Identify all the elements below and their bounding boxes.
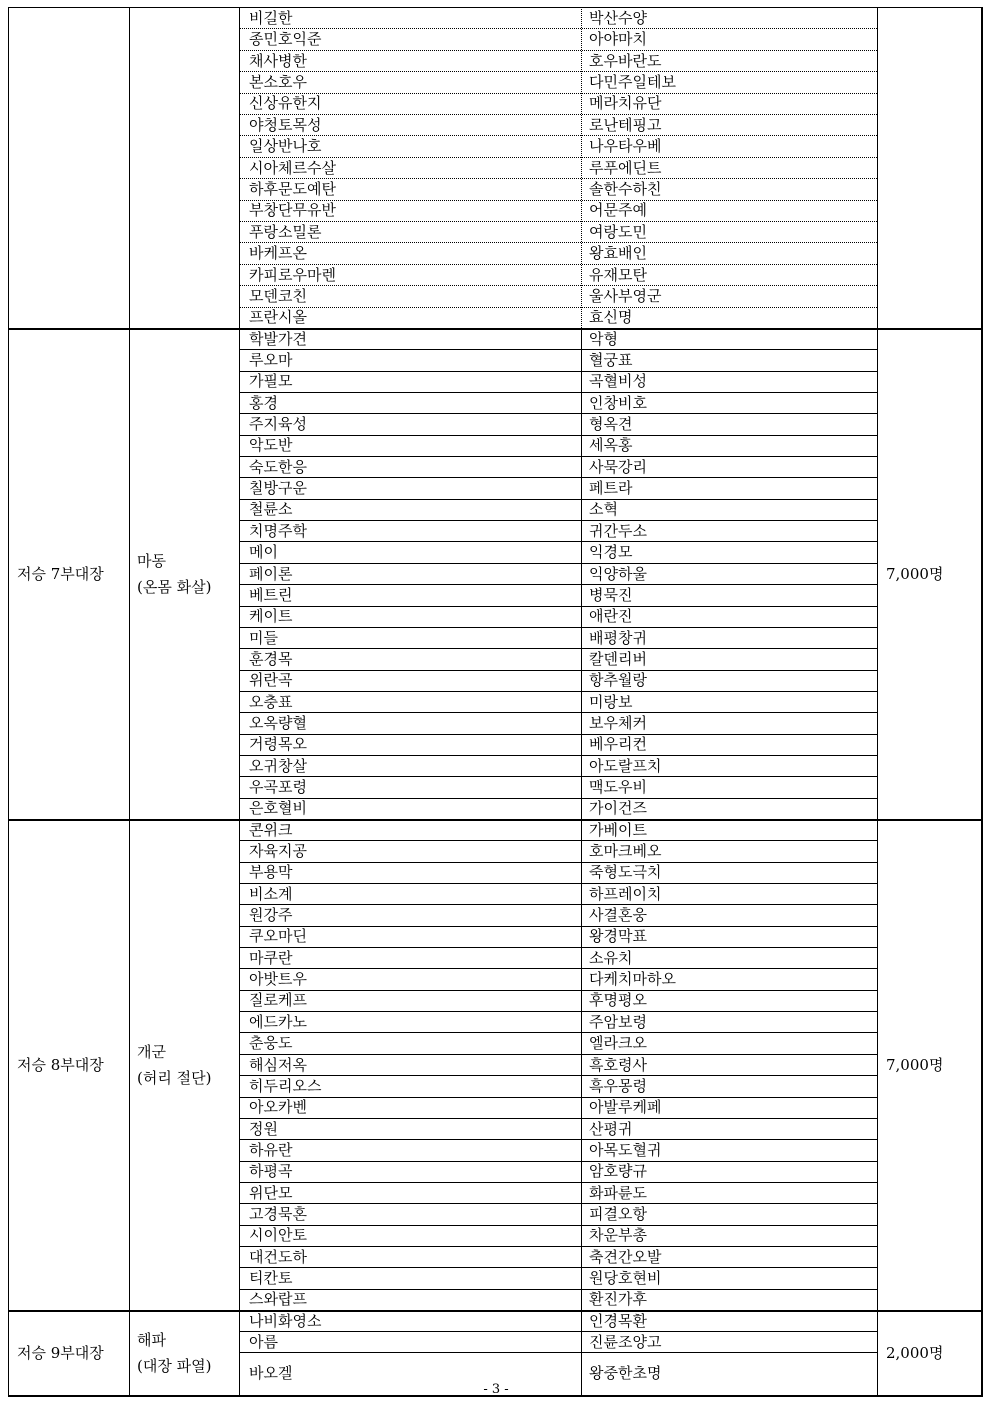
member-name-left: 하후문도예탄 bbox=[249, 179, 336, 198]
table-rule bbox=[239, 862, 877, 863]
member-name-right: 다민주일테보 bbox=[589, 72, 676, 91]
member-name-left: 베트린 bbox=[249, 585, 293, 604]
member-name-left: 철륜소 bbox=[249, 500, 293, 519]
table-rule bbox=[239, 627, 877, 628]
commander-name: 마동 bbox=[137, 551, 166, 570]
member-name-right: 아야마치 bbox=[589, 30, 647, 49]
member-name-right: 악형 bbox=[589, 329, 618, 348]
table-rule bbox=[239, 541, 877, 542]
member-name-right: 울사부영군 bbox=[589, 286, 662, 305]
table-rule bbox=[8, 7, 9, 1395]
member-name-right: 미랑보 bbox=[589, 692, 633, 711]
member-name-right: 왕효배인 bbox=[589, 244, 647, 263]
troop-count: 2,000명 bbox=[886, 1343, 944, 1362]
member-name-left: 춘웅도 bbox=[249, 1034, 293, 1053]
page-number: - 3 - bbox=[483, 1382, 509, 1397]
member-name-left: 가필모 bbox=[249, 372, 293, 391]
member-name-right: 왕중한초명 bbox=[589, 1364, 662, 1382]
member-name-right: 차운부총 bbox=[589, 1226, 647, 1245]
table-rule bbox=[239, 968, 877, 969]
table-rule bbox=[239, 926, 877, 927]
member-name-right: 배평창귀 bbox=[589, 628, 647, 647]
member-name-right: 곡혈비성 bbox=[589, 372, 647, 391]
table-rule bbox=[239, 670, 877, 671]
commander-note: (온몸 화살) bbox=[137, 577, 212, 596]
member-name-left: 숙도한응 bbox=[249, 457, 307, 476]
table-rule bbox=[239, 135, 877, 136]
member-name-right: 환진가후 bbox=[589, 1290, 647, 1309]
member-name-right: 메라치유단 bbox=[589, 94, 662, 113]
member-name-left: 위란곡 bbox=[249, 671, 293, 690]
member-name-right: 애란진 bbox=[589, 607, 633, 626]
table-rule bbox=[239, 1097, 877, 1098]
table-rule bbox=[239, 1161, 877, 1162]
table-rule bbox=[239, 456, 877, 457]
member-name-right: 맥도우비 bbox=[589, 777, 647, 796]
table-rule bbox=[981, 7, 983, 1395]
member-name-right: 죽형도극치 bbox=[589, 863, 662, 882]
commander-name: 해파 bbox=[137, 1330, 166, 1349]
table-rule bbox=[8, 328, 983, 330]
member-name-right: 형옥견 bbox=[589, 415, 633, 434]
table-rule bbox=[239, 755, 877, 756]
member-name-right: 칼덴리버 bbox=[589, 649, 647, 668]
table-rule bbox=[239, 1352, 877, 1353]
table-rule bbox=[239, 93, 877, 94]
member-name-right: 축견간오발 bbox=[589, 1247, 662, 1266]
table-rule bbox=[239, 1054, 877, 1055]
table-rule bbox=[239, 883, 877, 884]
member-name-left: 시이안토 bbox=[249, 1226, 307, 1245]
table-rule bbox=[8, 1310, 983, 1312]
member-name-right: 병묵진 bbox=[589, 585, 633, 604]
member-name-left: 하평곡 bbox=[249, 1162, 293, 1181]
member-name-left: 원강주 bbox=[249, 906, 293, 925]
member-name-right: 산평귀 bbox=[589, 1119, 633, 1138]
member-name-left: 미들 bbox=[249, 628, 278, 647]
table-rule bbox=[239, 28, 877, 29]
member-name-left: 우곡포령 bbox=[249, 777, 307, 796]
table-rule bbox=[239, 776, 877, 777]
table-rule bbox=[239, 413, 877, 414]
member-name-right: 왕경막표 bbox=[589, 927, 647, 946]
commander-note: (허리 절단) bbox=[137, 1068, 212, 1087]
table-rule bbox=[239, 349, 877, 350]
member-name-right: 인창비호 bbox=[589, 393, 647, 412]
member-name-left: 종민호익준 bbox=[249, 30, 322, 49]
table-rule bbox=[239, 499, 877, 500]
member-name-left: 아오카벤 bbox=[249, 1098, 307, 1117]
member-name-left: 대건도하 bbox=[249, 1247, 307, 1266]
table-rule bbox=[239, 285, 877, 286]
member-name-left: 비소계 bbox=[249, 884, 293, 903]
table-rule bbox=[239, 50, 877, 51]
table-rule bbox=[8, 819, 983, 821]
table-rule bbox=[239, 904, 877, 905]
member-name-right: 엘라크오 bbox=[589, 1034, 647, 1053]
table-rule bbox=[581, 7, 582, 328]
commander-note: (대장 파열) bbox=[137, 1356, 212, 1375]
member-name-left: 부창단무유반 bbox=[249, 201, 336, 220]
table-rule bbox=[8, 7, 981, 8]
table-rule bbox=[239, 7, 240, 1395]
member-name-right: 원당호현비 bbox=[589, 1268, 662, 1287]
member-name-left: 자육지공 bbox=[249, 842, 307, 861]
member-name-left: 질로케프 bbox=[249, 991, 307, 1010]
member-name-left: 주지육성 bbox=[249, 415, 307, 434]
member-name-right: 사결혼웅 bbox=[589, 906, 647, 925]
member-name-right: 호마크베오 bbox=[589, 842, 662, 861]
member-name-right: 나우타우베 bbox=[589, 137, 662, 156]
member-name-right: 익경모 bbox=[589, 543, 633, 562]
member-name-left: 바케프온 bbox=[249, 244, 307, 263]
member-name-left: 쿠오마딘 bbox=[249, 927, 307, 946]
member-name-left: 칠방구운 bbox=[249, 479, 307, 498]
member-name-right: 세옥홍 bbox=[589, 436, 633, 455]
table-rule bbox=[239, 1011, 877, 1012]
member-name-right: 암호량규 bbox=[589, 1162, 647, 1181]
member-name-left: 모덴코친 bbox=[249, 286, 307, 305]
member-name-left: 아름 bbox=[249, 1332, 278, 1351]
member-name-left: 하유란 bbox=[249, 1140, 293, 1159]
member-name-left: 시아체르수살 bbox=[249, 158, 336, 177]
member-name-right: 가이건즈 bbox=[589, 799, 647, 818]
member-name-left: 학발가견 bbox=[249, 329, 307, 348]
table-rule bbox=[239, 307, 877, 308]
commander-name: 개군 bbox=[137, 1042, 166, 1061]
table-rule bbox=[239, 1032, 877, 1033]
member-name-right: 인경목환 bbox=[589, 1311, 647, 1330]
member-name-right: 하프레이치 bbox=[589, 884, 662, 903]
member-name-left: 메이 bbox=[249, 543, 278, 562]
member-name-right: 아발루케페 bbox=[589, 1098, 662, 1117]
table-rule bbox=[239, 114, 877, 115]
table-rule bbox=[129, 7, 130, 1395]
table-rule bbox=[239, 990, 877, 991]
member-name-right: 아도랄프치 bbox=[589, 756, 662, 775]
table-rule bbox=[239, 221, 877, 222]
member-name-right: 로난테핑고 bbox=[589, 115, 662, 134]
member-name-left: 해심저옥 bbox=[249, 1055, 307, 1074]
unit-label: 저승 8부대장 bbox=[17, 1055, 104, 1074]
member-name-left: 치명주학 bbox=[249, 521, 307, 540]
table-rule bbox=[239, 1075, 877, 1076]
member-name-right: 귀간두소 bbox=[589, 521, 647, 540]
table-rule bbox=[239, 1203, 877, 1204]
table-rule bbox=[239, 1139, 877, 1140]
member-name-right: 어문주예 bbox=[589, 201, 647, 220]
member-name-right: 사묵강리 bbox=[589, 457, 647, 476]
member-name-right: 베우리컨 bbox=[589, 735, 647, 754]
table-rule bbox=[239, 606, 877, 607]
table-rule bbox=[239, 477, 877, 478]
member-name-left: 야청토목성 bbox=[249, 115, 322, 134]
table-rule bbox=[239, 584, 877, 585]
table-rule bbox=[239, 1118, 877, 1119]
member-name-left: 거령목오 bbox=[249, 735, 307, 754]
table-rule bbox=[239, 840, 877, 841]
table-rule bbox=[239, 648, 877, 649]
member-name-right: 솔한수하친 bbox=[589, 179, 662, 198]
table-rule bbox=[239, 1182, 877, 1183]
table-rule bbox=[239, 1225, 877, 1226]
table-rule bbox=[239, 71, 877, 72]
member-name-left: 콘위크 bbox=[249, 820, 293, 839]
unit-label: 저승 9부대장 bbox=[17, 1343, 104, 1362]
member-name-left: 페이론 bbox=[249, 564, 293, 583]
member-name-right: 여랑도민 bbox=[589, 222, 647, 241]
member-name-left: 아밧트우 bbox=[249, 970, 307, 989]
table-rule bbox=[239, 712, 877, 713]
member-name-right: 익양하울 bbox=[589, 564, 647, 583]
table-rule bbox=[239, 392, 877, 393]
member-name-right: 흑우몽령 bbox=[589, 1076, 647, 1095]
table-rule bbox=[239, 1331, 877, 1332]
member-name-left: 오옥량혈 bbox=[249, 713, 307, 732]
member-name-left: 고경묵혼 bbox=[249, 1204, 307, 1223]
member-name-right: 보우체커 bbox=[589, 713, 647, 732]
member-name-left: 티칸토 bbox=[249, 1268, 293, 1287]
table-rule bbox=[239, 947, 877, 948]
member-name-left: 오충표 bbox=[249, 692, 293, 711]
member-name-right: 효신명 bbox=[589, 308, 633, 327]
member-name-left: 에드카노 bbox=[249, 1012, 307, 1031]
member-name-left: 위단모 bbox=[249, 1183, 293, 1202]
member-name-left: 히두리오스 bbox=[249, 1076, 322, 1095]
table-rule bbox=[239, 563, 877, 564]
member-name-left: 케이트 bbox=[249, 607, 293, 626]
member-name-left: 일상반나호 bbox=[249, 137, 322, 156]
table-rule bbox=[877, 7, 878, 1395]
unit-label: 저승 7부대장 bbox=[17, 564, 104, 583]
member-name-right: 주암보령 bbox=[589, 1012, 647, 1031]
table-rule bbox=[239, 520, 877, 521]
member-name-right: 루푸에딘트 bbox=[589, 158, 662, 177]
member-name-right: 유재모탄 bbox=[589, 265, 647, 284]
member-name-left: 푸랑소밀론 bbox=[249, 222, 322, 241]
member-name-left: 신상유한지 bbox=[249, 94, 322, 113]
table-rule bbox=[239, 371, 877, 372]
table-rule bbox=[239, 1289, 877, 1290]
table-rule bbox=[239, 435, 877, 436]
member-name-right: 다케치마하오 bbox=[589, 970, 676, 989]
member-name-right: 화파륜도 bbox=[589, 1183, 647, 1202]
troop-count: 7,000명 bbox=[886, 1055, 944, 1074]
member-name-right: 아목도혈귀 bbox=[589, 1140, 662, 1159]
member-name-left: 본소호우 bbox=[249, 72, 307, 91]
member-name-left: 비길한 bbox=[249, 8, 293, 27]
member-name-left: 부용막 bbox=[249, 863, 293, 882]
member-name-right: 피결오항 bbox=[589, 1204, 647, 1223]
member-name-left: 정원 bbox=[249, 1119, 278, 1138]
member-name-left: 마쿠란 bbox=[249, 948, 293, 967]
member-name-right: 페트라 bbox=[589, 479, 633, 498]
member-name-right: 항추월랑 bbox=[589, 671, 647, 690]
table-rule bbox=[239, 798, 877, 799]
member-name-left: 바오겔 bbox=[249, 1364, 293, 1382]
member-name-right: 박산수양 bbox=[589, 8, 647, 27]
member-name-left: 나비화영소 bbox=[249, 1311, 322, 1330]
member-name-left: 채사병한 bbox=[249, 51, 307, 70]
member-name-right: 흑호령사 bbox=[589, 1055, 647, 1074]
table-rule bbox=[239, 1246, 877, 1247]
member-name-left: 프란시올 bbox=[249, 308, 307, 327]
member-name-left: 훈경목 bbox=[249, 649, 293, 668]
member-name-right: 소혁 bbox=[589, 500, 618, 519]
table-rule bbox=[239, 734, 877, 735]
member-name-left: 루오마 bbox=[249, 351, 293, 370]
troop-count: 7,000명 bbox=[886, 564, 944, 583]
member-name-right: 호우바란도 bbox=[589, 51, 662, 70]
table-rule bbox=[239, 1267, 877, 1268]
member-name-right: 가베이트 bbox=[589, 820, 647, 839]
member-name-right: 혈궁표 bbox=[589, 351, 633, 370]
member-name-right: 소유치 bbox=[589, 948, 633, 967]
table-rule bbox=[239, 691, 877, 692]
member-name-left: 은호혈비 bbox=[249, 799, 307, 818]
member-name-left: 카피로우마렌 bbox=[249, 265, 336, 284]
member-name-left: 악도반 bbox=[249, 436, 293, 455]
member-name-right: 진륜조양고 bbox=[589, 1332, 662, 1351]
table-rule bbox=[239, 242, 877, 243]
member-name-right: 후명평오 bbox=[589, 991, 647, 1010]
member-name-left: 홍경 bbox=[249, 393, 278, 412]
member-name-left: 스와랍프 bbox=[249, 1290, 307, 1309]
member-name-left: 오귀창살 bbox=[249, 756, 307, 775]
